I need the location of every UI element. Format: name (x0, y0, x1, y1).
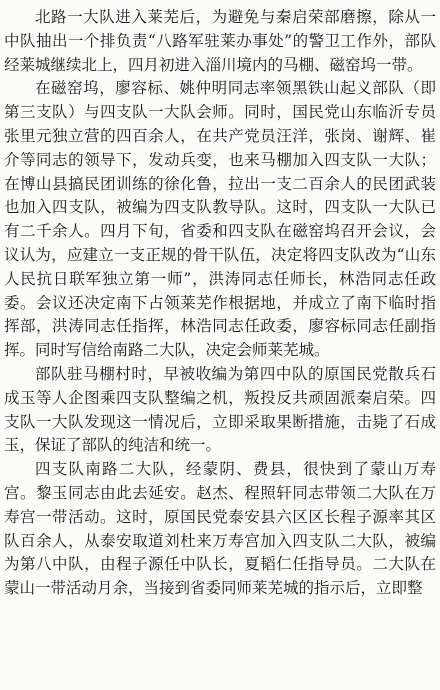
paragraph-2: 在磁窑坞，廖容标、姚仲明同志率领黑铁山起义部队（即第三支队）与四支队一大队会师。同时，国民党山东临沂专员张里元独立营的四百余人，在共产党员汪洋，张岗、谢辉、崔介等同志的领导下，发动兵变，也来马棚加入四支队一大队；在博山县搞民团训练的徐化鲁，拉出一支二百余人的民团武装也加入四支队，被编为四支队教导队。这时，四支队一大队已有二千余人。四月下旬，省委和四支队在磁窑坞召开会议，会议认为，应建立一支正规的骨干队伍，决定将四支队改为“山东人民抗日联军独立第一师”，洪涛同志任师长，林浩同志任政委。会议还决定南下占领莱芜作根据地，并成立了南下临时指挥部，洪涛同志任指挥，林浩同志任政委，廖容标同志任副指挥。同时写信给南路二大队，决定会师莱芜城。 (4, 79, 436, 360)
paragraph-3: 部队驻马棚村时，早被收编为第四中队的原国民党散兵石成玉等人企图乘四支队整编之机，叛投反共顽固派秦启荣。四支队一大队发现这一情况后，立即采取果断措施，击毙了石成玉，保证了部队的纯洁和统一。 (4, 364, 436, 455)
body-text (4, 6, 436, 601)
paragraph-1: 北路一大队进入莱芜后，为避免与秦启荣部磨擦，除从一中队抽出一个排负责“八路军驻莱办事处”的警卫工作外，部队经莱城继续北上，四月初进入淄川境内的马棚、磁窑坞一带。 (4, 8, 436, 74)
paragraph-4: 四支队南路二大队，经蒙阴、费县，很快到了蒙山万寿宫。黎玉同志由此去延安。赵杰、程照轩同志带领二大队在万寿宫一带活动。这时，原国民党泰安县六区区长程子源率其区队百余人，从泰安取道刘杜来万寿宫加入四支队二大队，被编为第八中队，由程子源任中队长，夏韬仁任指导员。二大队在蒙山一带活动月余，当接到省委同师莱芜城的指示后，立即整 (4, 460, 436, 598)
